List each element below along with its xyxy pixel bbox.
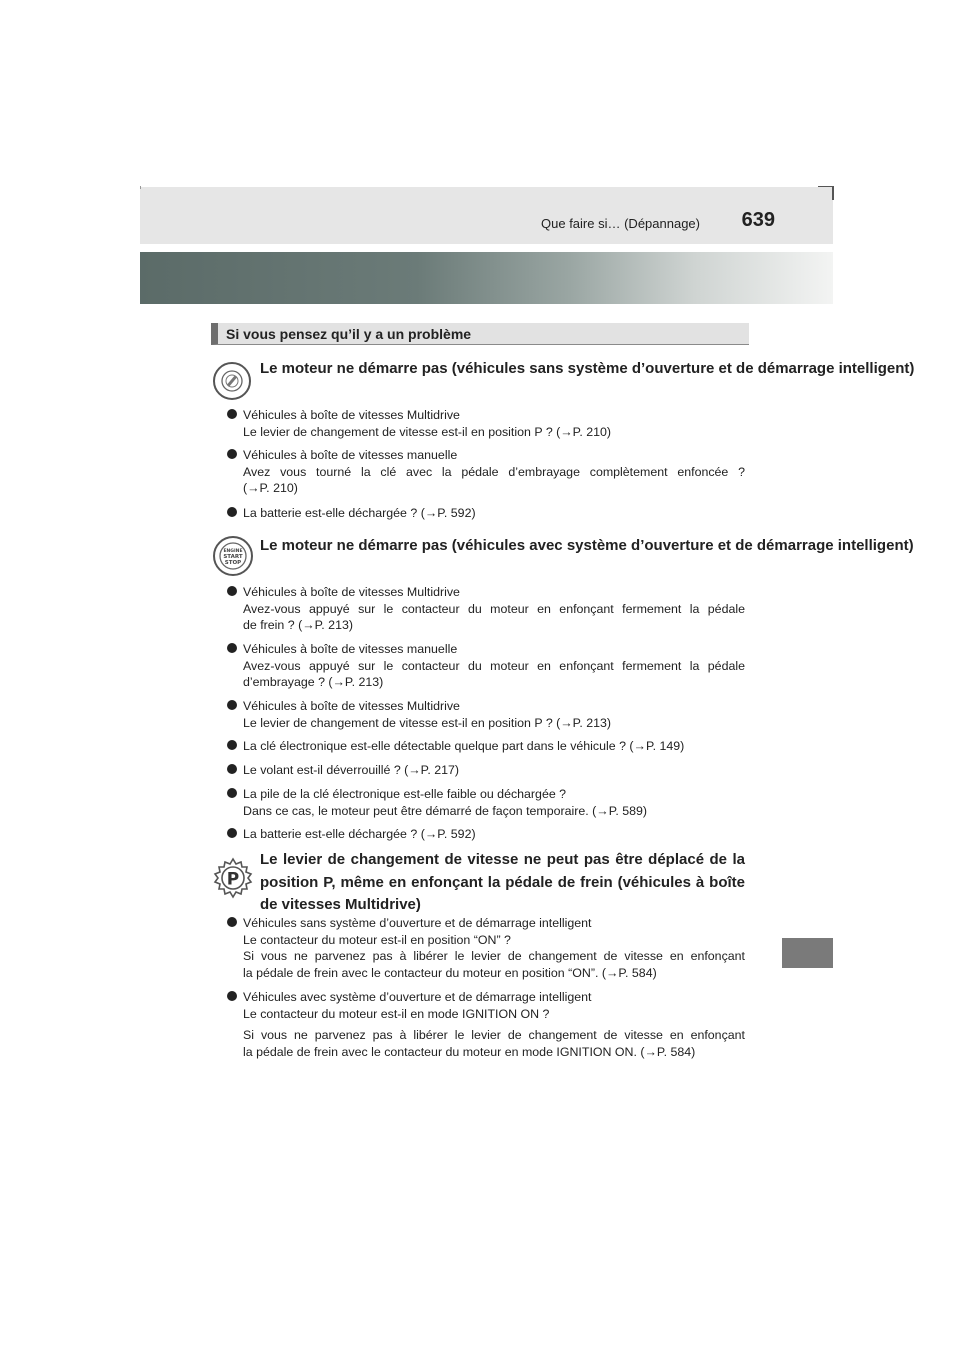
list-item-line: Si vous ne parvenez pas à libérer le levier de changement de vitesse en enfonçant [243, 949, 745, 963]
bullet-icon [227, 828, 237, 838]
icon-label-p: P [226, 869, 240, 890]
problem-title-line: Le moteur ne démarre pas [260, 360, 448, 377]
list-item-line: Avez vous tourné la clé avec la pédale d’embrayage complètement enfoncée ? [243, 464, 745, 479]
list-item-line: Avez-vous appuyé sur le contacteur du moteur en enfonçant fermement la pédale [243, 658, 745, 673]
bullet-icon [227, 788, 237, 798]
bullet-icon [227, 740, 237, 750]
section-heading-text: Si vous pensez qu’il y a un problème [226, 326, 472, 342]
list-item-line: Le levier de changement de vitesse est-il en position P ? (→P. 210) [243, 424, 612, 439]
bullet-icon [227, 991, 237, 1001]
list-item-line: (→P. 210) [243, 481, 298, 495]
problem-title-line: Le levier de changement de vitesse ne peut pas être déplacé de la [260, 851, 745, 868]
list-item-line: Le contacteur du moteur est-il en mode IGNITION ON ? [243, 1006, 550, 1021]
park-gear-icon [211, 856, 255, 900]
list-item-line: La batterie est-elle déchargée ? (→P. 592) [243, 827, 476, 841]
icon-label-stop: STOP [224, 560, 242, 566]
list-item-line: la pédale de frein avec le contacteur du moteur en position “ON”. (→P. 584) [243, 965, 657, 980]
list-item-line: la pédale de frein avec le contacteur du moteur en mode IGNITION ON. (→P. 584) [243, 1044, 696, 1059]
bullet-icon [227, 449, 237, 459]
header-corner-mark-vertical [832, 186, 834, 200]
bullet-icon [227, 643, 237, 653]
problem-title-line: (véhicules sans système d’ouverture et de démarrage intelligent) [451, 360, 915, 377]
list-item-line: Véhicules avec système d’ouverture et de démarrage intelligent [243, 990, 592, 1004]
list-item-line: La pile de la clé électronique est-elle faible ou déchargée ? [243, 787, 567, 801]
section-title: Que faire si… (Dépannage) [541, 216, 700, 231]
list-item-line: Véhicules à boîte de vitesses manuelle [243, 642, 458, 656]
bullet-icon [227, 586, 237, 596]
problem-title-line: position P, même en enfonçant la pédale de frein (véhicules à boîte [260, 873, 745, 891]
list-item-line: Le contacteur du moteur est-il en position “ON” ? [243, 932, 511, 947]
list-item-line: Véhicules à boîte de vitesses manuelle [243, 448, 458, 462]
list-item-line: La clé électronique est-elle détectable quelque part dans le véhicule ? (→P. 149) [243, 739, 685, 753]
list-item-line: Véhicules à boîte de vitesses Multidrive [243, 699, 460, 713]
problem-title-line: Le moteur ne démarre pas [260, 537, 448, 554]
bullet-icon [227, 409, 237, 419]
list-item-line: Avez-vous appuyé sur le contacteur du moteur en enfonçant fermement la pédale [243, 601, 745, 616]
engine-start-stop-icon [213, 536, 253, 576]
list-item-line: Véhicules à boîte de vitesses Multidrive [243, 585, 460, 599]
section-heading [211, 323, 749, 345]
list-item-line: de frein ? (→P. 213) [243, 618, 353, 632]
bullet-icon [227, 764, 237, 774]
crop-mark [140, 186, 141, 189]
bullet-icon [227, 917, 237, 927]
list-item-line: Dans ce cas, le moteur peut être démarré de façon temporaire. (→P. 589) [243, 803, 648, 818]
bullet-icon [227, 700, 237, 710]
chapter-banner [140, 252, 833, 304]
problem-title-3 [260, 849, 745, 917]
list-item-line: Si vous ne parvenez pas à libérer le levier de changement de vitesse en enfonçant [243, 1028, 745, 1042]
list-item-line: Véhicules à boîte de vitesses Multidrive [243, 408, 460, 422]
ignition-key-icon [213, 362, 251, 400]
page-number: 639 [741, 209, 775, 231]
icon-label-start: START [223, 554, 243, 560]
icon-label-engine: ENGINE [223, 549, 243, 554]
problem-title-line: de vitesses Multidrive) [260, 896, 421, 913]
list-item-line: d’embrayage ? (→P. 213) [243, 675, 384, 689]
list-item-line: Véhicules sans système d’ouverture et de démarrage intelligent [243, 916, 592, 930]
problem-title-2 [260, 535, 914, 557]
bullet-icon [227, 507, 237, 517]
chapter-side-tab [782, 938, 833, 968]
list-item-line: La batterie est-elle déchargée ? (→P. 592) [243, 506, 476, 520]
list-item-line: Le volant est-il déverrouillé ? (→P. 217) [243, 763, 460, 777]
problem-title-line: (véhicules avec système d’ouverture et de démarrage intelligent) [451, 537, 914, 554]
list-item-line: Le levier de changement de vitesse est-il en position P ? (→P. 213) [243, 715, 612, 730]
problem-title-1 [260, 358, 914, 380]
